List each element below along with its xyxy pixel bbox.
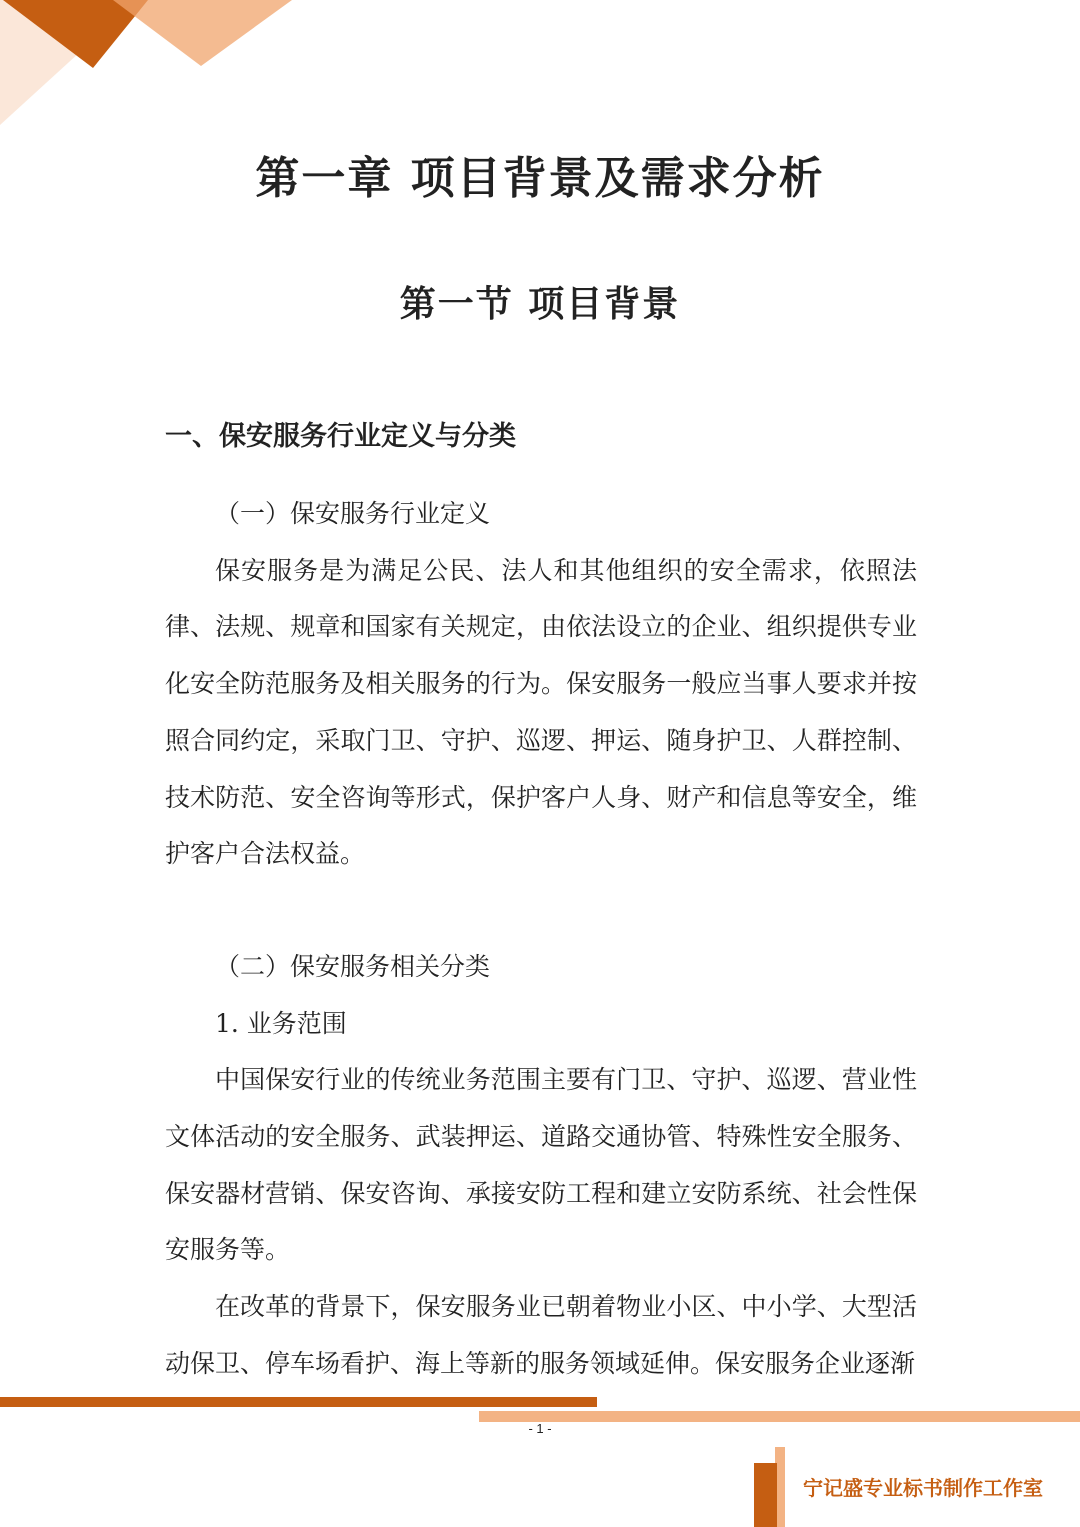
paragraph-definition: 保安服务是为满足公民、法人和其他组织的安全需求，依照法律、法规、规章和国家有关规定，由依法设立的企业、组织提供专业化安全防范服务及相关服务的行为。保安服务一般应当事人要求并按照合同约定，采取门卫、守护、巡逻、押运、随身护卫、人群控制、技术防范、安全咨询等形式，保护客户人身、财产和信息等安全，维护客户合法权益。 (165, 555, 917, 869)
body-content (165, 412, 917, 1393)
footer-bar-dark (0, 1397, 597, 1407)
light-triangle (113, 0, 292, 66)
heading-1: 一、保安服务行业定义与分类 (165, 421, 516, 452)
paragraph-business-scope: 中国保安行业的传统业务范围主要有门卫、守护、巡逻、营业性文体活动的安全服务、武装押运、道路交通协管、特殊性安全服务、保安器材营销、保安咨询、承接安防工程和建立安防系统、社会性保安服务等。 (165, 1065, 917, 1265)
subheading-classification: （二）保安服务相关分类 (215, 951, 491, 981)
page-number: - 1 - (528, 1421, 552, 1436)
subheading-business-scope: 1. 业务范围 (215, 1008, 347, 1038)
chapter-title: 第一章 项目背景及需求分析 (255, 153, 825, 204)
paragraph-reform: 在改革的背景下，保安服务业已朝着物业小区、中小学、大型活动保卫、停车场看护、海上等新的服务领域延伸。保安服务企业逐渐 (165, 1292, 917, 1378)
subheading-definition: （一）保安服务行业定义 (215, 499, 491, 528)
studio-name: 宁记盛专业标书制作工作室 (803, 1476, 1043, 1500)
logo-bar-dark (754, 1463, 777, 1527)
section-title: 第一节 项目背景 (399, 283, 681, 325)
corner-decoration (0, 0, 300, 130)
